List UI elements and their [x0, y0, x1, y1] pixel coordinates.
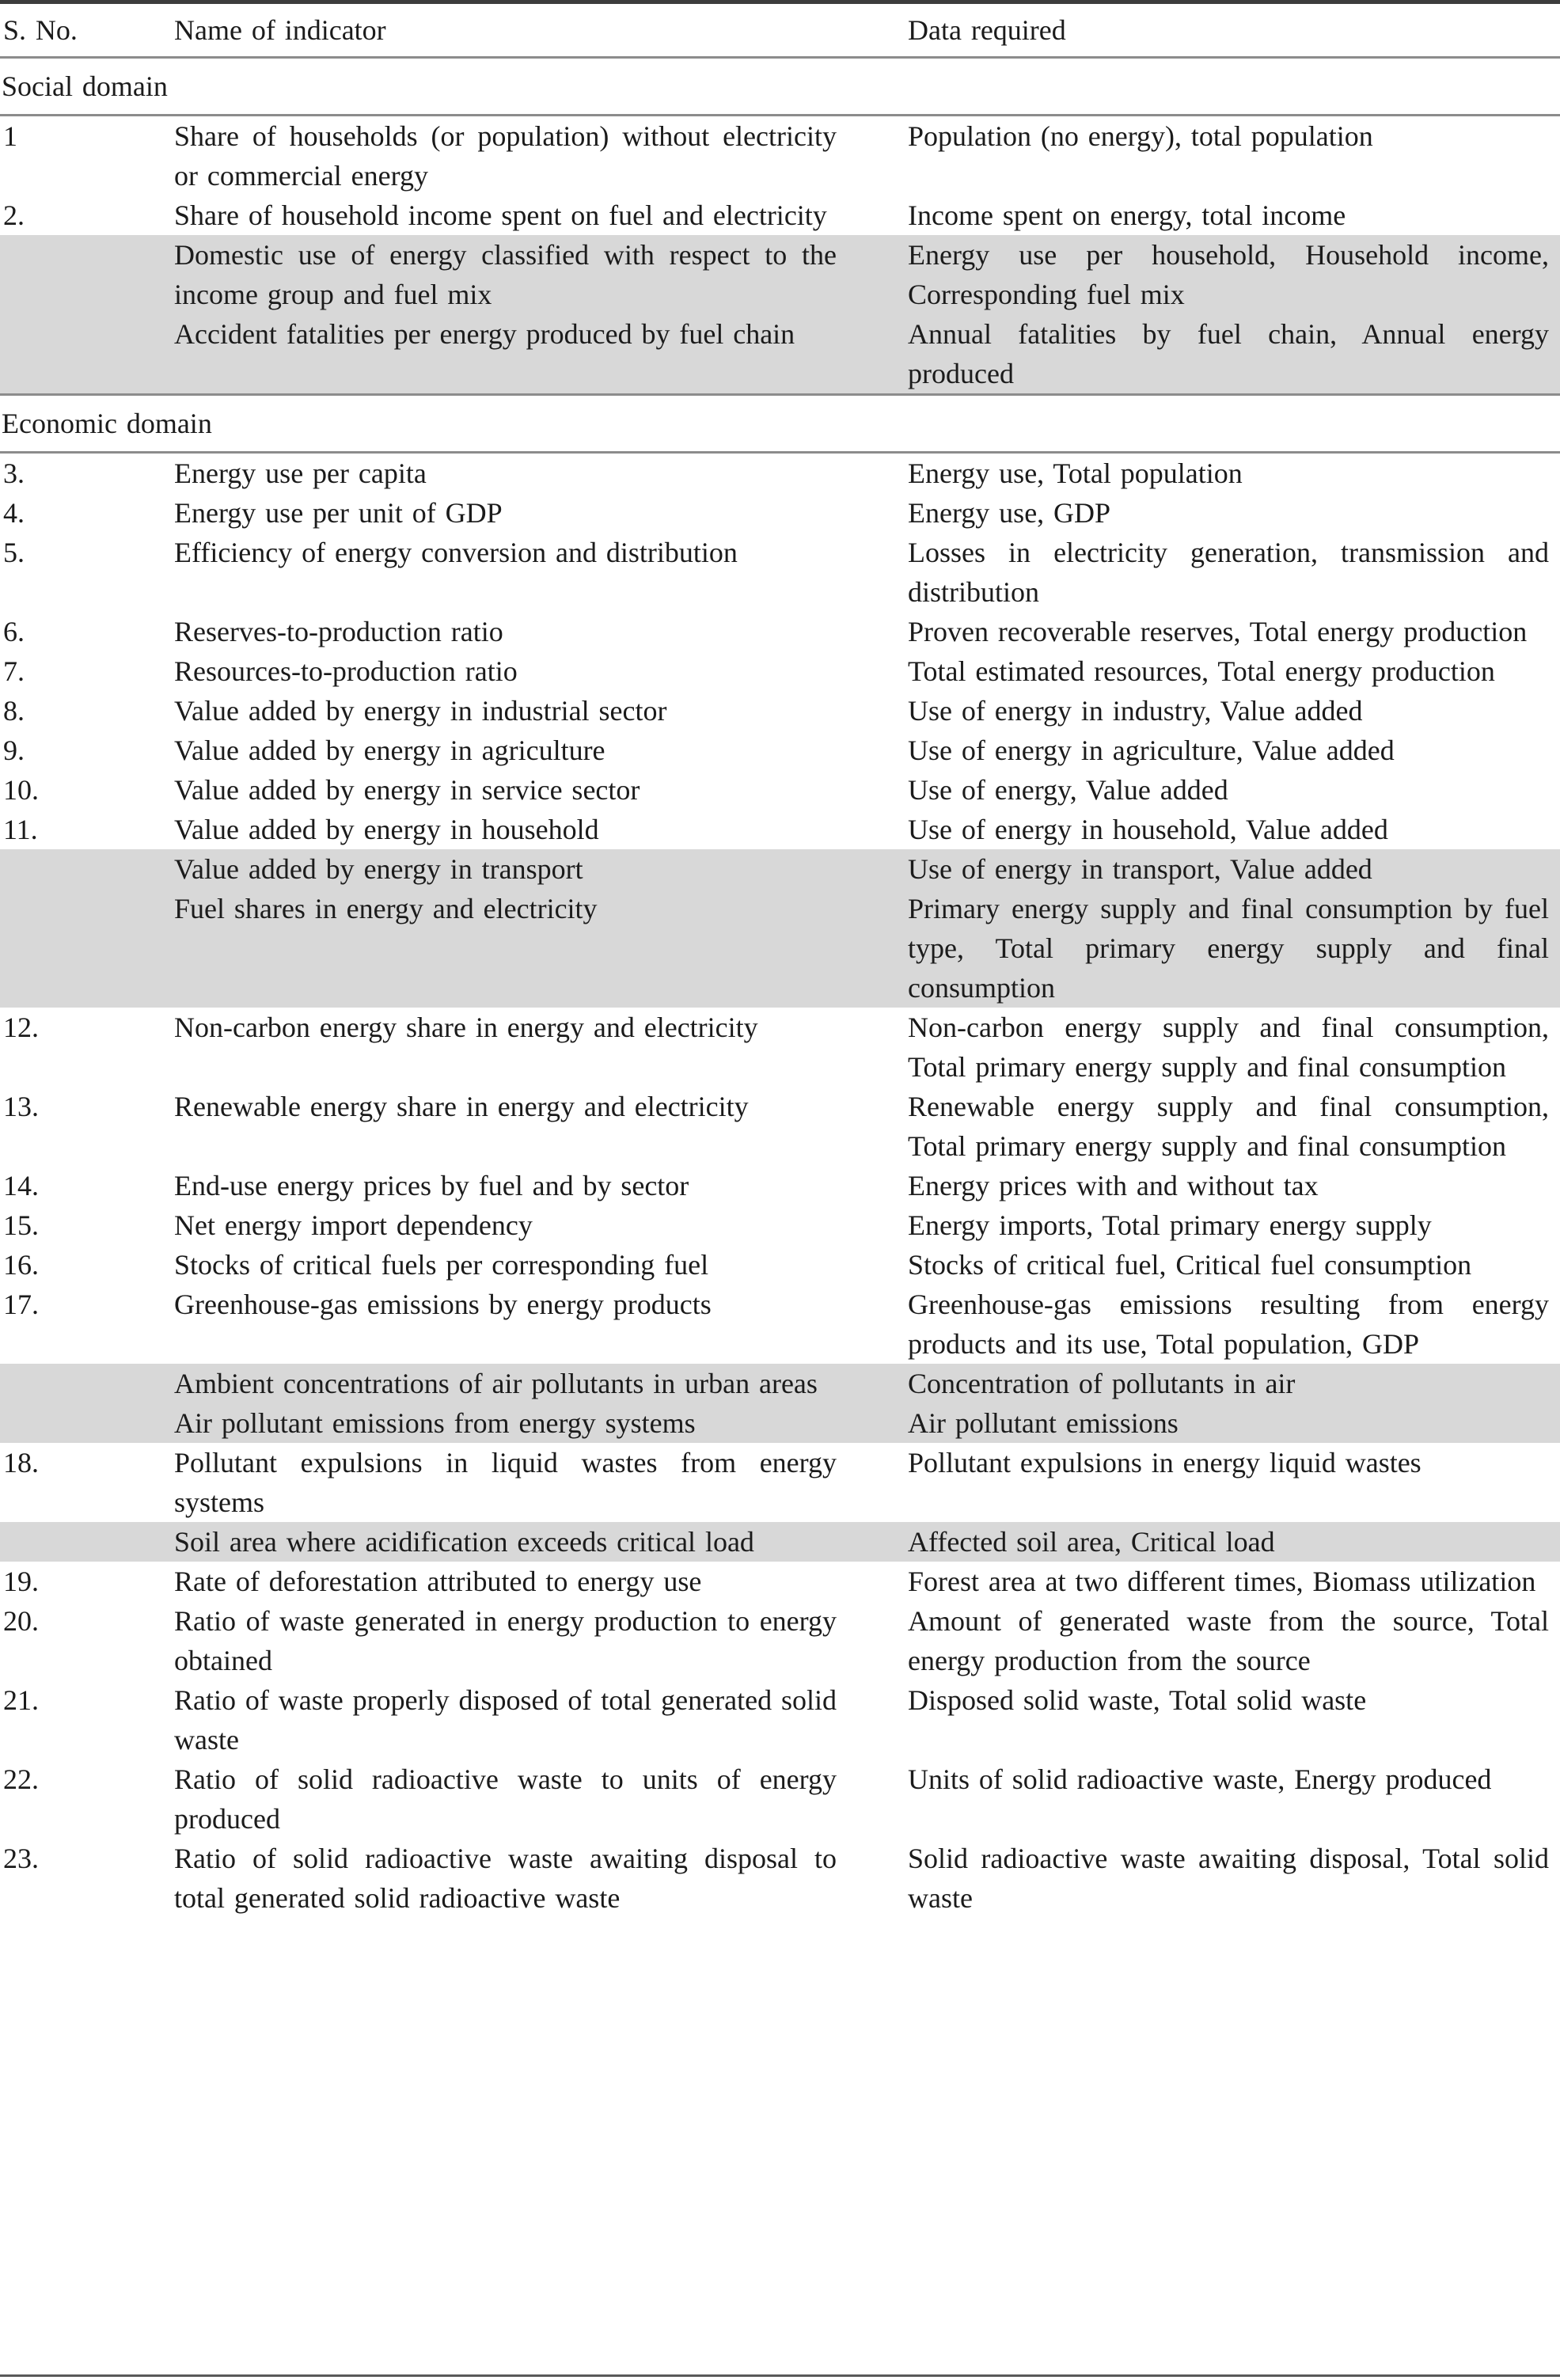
table-row	[0, 1205, 1560, 1245]
indicator-name-cell: End-use energy prices by fuel and by sector	[174, 1170, 689, 1201]
data-required-cell: Energy use, Total population	[908, 457, 1243, 489]
table-row	[0, 1680, 1560, 1759]
indicator-name-cell: Stocks of critical fuels per corresponding fuel	[174, 1249, 709, 1281]
serial-number-cell: 8.	[3, 695, 25, 727]
table-row	[0, 1562, 1560, 1601]
table-row	[0, 1403, 1560, 1443]
serial-number-cell: 2.	[3, 199, 25, 231]
serial-number-cell: 21.	[3, 1684, 39, 1716]
indicator-name-cell: Share of household income spent on fuel and electricity	[174, 199, 827, 231]
table-row	[0, 493, 1560, 533]
data-required-cell: Use of energy in household, Value added	[908, 814, 1388, 845]
indicator-name-cell: Pollutant expulsions in liquid wastes from energy systems	[174, 1447, 837, 1518]
table-row	[0, 1245, 1560, 1285]
serial-number-cell: 18.	[3, 1447, 39, 1478]
data-required-cell: Renewable energy supply and final consumption, Total primary energy supply and final consumption	[908, 1091, 1549, 1162]
table-row	[0, 116, 1560, 196]
data-required-cell: Proven recoverable reserves, Total energy production	[908, 616, 1528, 647]
indicator-name-cell: Value added by energy in household	[174, 814, 599, 845]
table-row	[0, 314, 1560, 395]
indicator-name-cell: Value added by energy in service sector	[174, 774, 640, 806]
data-required-cell: Total estimated resources, Total energy production	[908, 655, 1495, 687]
serial-number-cell: 4.	[3, 497, 25, 529]
serial-number-cell: 13.	[3, 1091, 39, 1122]
serial-number-cell: 17.	[3, 1289, 39, 1320]
indicator-name-cell: Domestic use of energy classified with respect to the income group and fuel mix	[174, 239, 837, 310]
table-row	[0, 1443, 1560, 1522]
data-required-cell: Income spent on energy, total income	[908, 199, 1346, 231]
data-required-cell: Air pollutant emissions	[908, 1407, 1179, 1439]
serial-number-cell: 3.	[3, 457, 25, 489]
data-required-cell: Greenhouse-gas emissions resulting from energy products and its use, Total population, GDP	[908, 1289, 1549, 1360]
data-required-cell: Disposed solid waste, Total solid waste	[908, 1684, 1367, 1716]
data-required-cell: Stocks of critical fuel, Critical fuel consumption	[908, 1249, 1472, 1281]
data-required-cell: Primary energy supply and final consumption by fuel type, Total primary energy supply and final consumption	[908, 893, 1549, 1004]
data-required-cell: Forest area at two different times, Biomass utilization	[908, 1566, 1536, 1597]
data-required-cell: Use of energy in industry, Value added	[908, 695, 1363, 727]
indicator-name-cell: Value added by energy in agriculture	[174, 734, 605, 766]
indicator-name-cell: Energy use per unit of GDP	[174, 497, 503, 529]
serial-number-cell: 5.	[3, 537, 25, 568]
table-row	[0, 533, 1560, 612]
section-title-row	[0, 58, 1560, 116]
serial-number-cell	[0, 1364, 174, 1403]
indicator-name-cell: Resources-to-production ratio	[174, 655, 518, 687]
indicator-name-cell: Non-carbon energy share in energy and electricity	[174, 1012, 758, 1043]
serial-number-cell	[0, 1403, 174, 1443]
indicator-name-cell: Ratio of waste generated in energy production to energy obtained	[174, 1605, 837, 1676]
header-row	[0, 2, 1560, 58]
serial-number-cell: 6.	[3, 616, 25, 647]
table-row	[0, 889, 1560, 1008]
table-row	[0, 1522, 1560, 1562]
indicator-name-cell: Accident fatalities per energy produced by fuel chain	[174, 318, 795, 350]
table-header	[0, 2, 1560, 58]
serial-number-cell: 12.	[3, 1012, 39, 1043]
data-required-cell: Losses in electricity generation, transmission and distribution	[908, 537, 1549, 608]
data-required-cell: Energy prices with and without tax	[908, 1170, 1319, 1201]
serial-number-cell: 20.	[3, 1605, 39, 1637]
table-row	[0, 810, 1560, 849]
serial-number-cell: 1	[3, 120, 17, 152]
data-required-cell: Pollutant expulsions in energy liquid wastes	[908, 1447, 1421, 1478]
indicator-name-cell: Ambient concentrations of air pollutants in urban areas	[174, 1368, 818, 1399]
table-body	[0, 58, 1560, 1919]
data-required-cell: Solid radioactive waste awaiting disposal, Total solid waste	[908, 1843, 1549, 1914]
data-required-cell: Amount of generated waste from the source, Total energy production from the source	[908, 1605, 1549, 1676]
table-row	[0, 1008, 1560, 1087]
serial-number-cell: 19.	[3, 1566, 39, 1597]
data-required-cell: Population (no energy), total population	[908, 120, 1373, 152]
serial-number-cell: 16.	[3, 1249, 39, 1281]
data-required-cell: Energy use, GDP	[908, 497, 1111, 529]
table-row	[0, 691, 1560, 731]
serial-number-cell: 15.	[3, 1209, 39, 1241]
indicator-name-cell: Air pollutant emissions from energy systems	[174, 1407, 696, 1439]
data-required-cell: Energy use per household, Household income, Corresponding fuel mix	[908, 239, 1549, 310]
data-required-cell: Use of energy in transport, Value added	[908, 853, 1372, 885]
data-required-cell: Annual fatalities by fuel chain, Annual energy produced	[908, 318, 1549, 389]
table-row	[0, 1166, 1560, 1205]
table-row	[0, 453, 1560, 494]
indicator-name-cell: Ratio of waste properly disposed of total generated solid waste	[174, 1684, 837, 1756]
column-header-indicator: Name of indicator	[174, 14, 386, 46]
serial-number-cell: 14.	[3, 1170, 39, 1201]
table-row	[0, 1601, 1560, 1680]
data-required-cell: Concentration of pollutants in air	[908, 1368, 1296, 1399]
data-required-cell: Affected soil area, Critical load	[908, 1526, 1275, 1558]
serial-number-cell	[0, 849, 174, 889]
table-row	[0, 1759, 1560, 1839]
indicator-name-cell: Share of households (or population) without electricity or commercial energy	[174, 120, 837, 192]
indicator-name-cell: Rate of deforestation attributed to energy use	[174, 1566, 702, 1597]
table-row	[0, 195, 1560, 235]
table-row	[0, 1285, 1560, 1364]
table-row	[0, 235, 1560, 314]
indicator-name-cell: Renewable energy share in energy and electricity	[174, 1091, 749, 1122]
data-required-cell: Use of energy, Value added	[908, 774, 1228, 806]
data-required-cell: Use of energy in agriculture, Value added	[908, 734, 1395, 766]
indicator-name-cell: Value added by energy in industrial sector	[174, 695, 667, 727]
indicator-name-cell: Ratio of solid radioactive waste to units of energy produced	[174, 1763, 837, 1835]
indicator-name-cell: Efficiency of energy conversion and distribution	[174, 537, 738, 568]
column-header-serial: S. No.	[3, 14, 78, 46]
section-title: Economic domain	[0, 395, 1560, 453]
indicator-name-cell: Reserves-to-production ratio	[174, 616, 503, 647]
data-required-cell: Non-carbon energy supply and final consumption, Total primary energy supply and final consumption	[908, 1012, 1549, 1083]
serial-number-cell: 22.	[3, 1763, 39, 1795]
indicator-name-cell: Net energy import dependency	[174, 1209, 533, 1241]
column-header-data: Data required	[908, 14, 1066, 46]
data-required-cell: Units of solid radioactive waste, Energy produced	[908, 1763, 1492, 1795]
section-title-row	[0, 395, 1560, 453]
table-row	[0, 731, 1560, 770]
table-row	[0, 1364, 1560, 1403]
serial-number-cell	[0, 235, 174, 314]
indicator-name-cell: Ratio of solid radioactive waste awaiting disposal to total generated solid radioactive waste	[174, 1843, 837, 1914]
indicator-name-cell: Greenhouse-gas emissions by energy products	[174, 1289, 712, 1320]
section-title: Social domain	[0, 58, 1560, 116]
table-bottom-rule	[0, 2374, 1560, 2377]
serial-number-cell	[0, 889, 174, 1008]
indicator-name-cell: Soil area where acidification exceeds critical load	[174, 1526, 754, 1558]
data-required-cell: Energy imports, Total primary energy supply	[908, 1209, 1432, 1241]
table-row	[0, 770, 1560, 810]
table-row	[0, 849, 1560, 889]
serial-number-cell: 11.	[3, 814, 38, 845]
serial-number-cell: 7.	[3, 655, 25, 687]
table-row	[0, 612, 1560, 651]
serial-number-cell	[0, 314, 174, 395]
indicator-name-cell: Fuel shares in energy and electricity	[174, 893, 598, 924]
serial-number-cell: 10.	[3, 774, 39, 806]
serial-number-cell: 9.	[3, 734, 25, 766]
table-row	[0, 1087, 1560, 1166]
serial-number-cell	[0, 1522, 174, 1562]
table-row	[0, 1839, 1560, 1918]
indicator-name-cell: Energy use per capita	[174, 457, 427, 489]
serial-number-cell: 23.	[3, 1843, 39, 1874]
table-row	[0, 651, 1560, 691]
indicator-name-cell: Value added by energy in transport	[174, 853, 583, 885]
